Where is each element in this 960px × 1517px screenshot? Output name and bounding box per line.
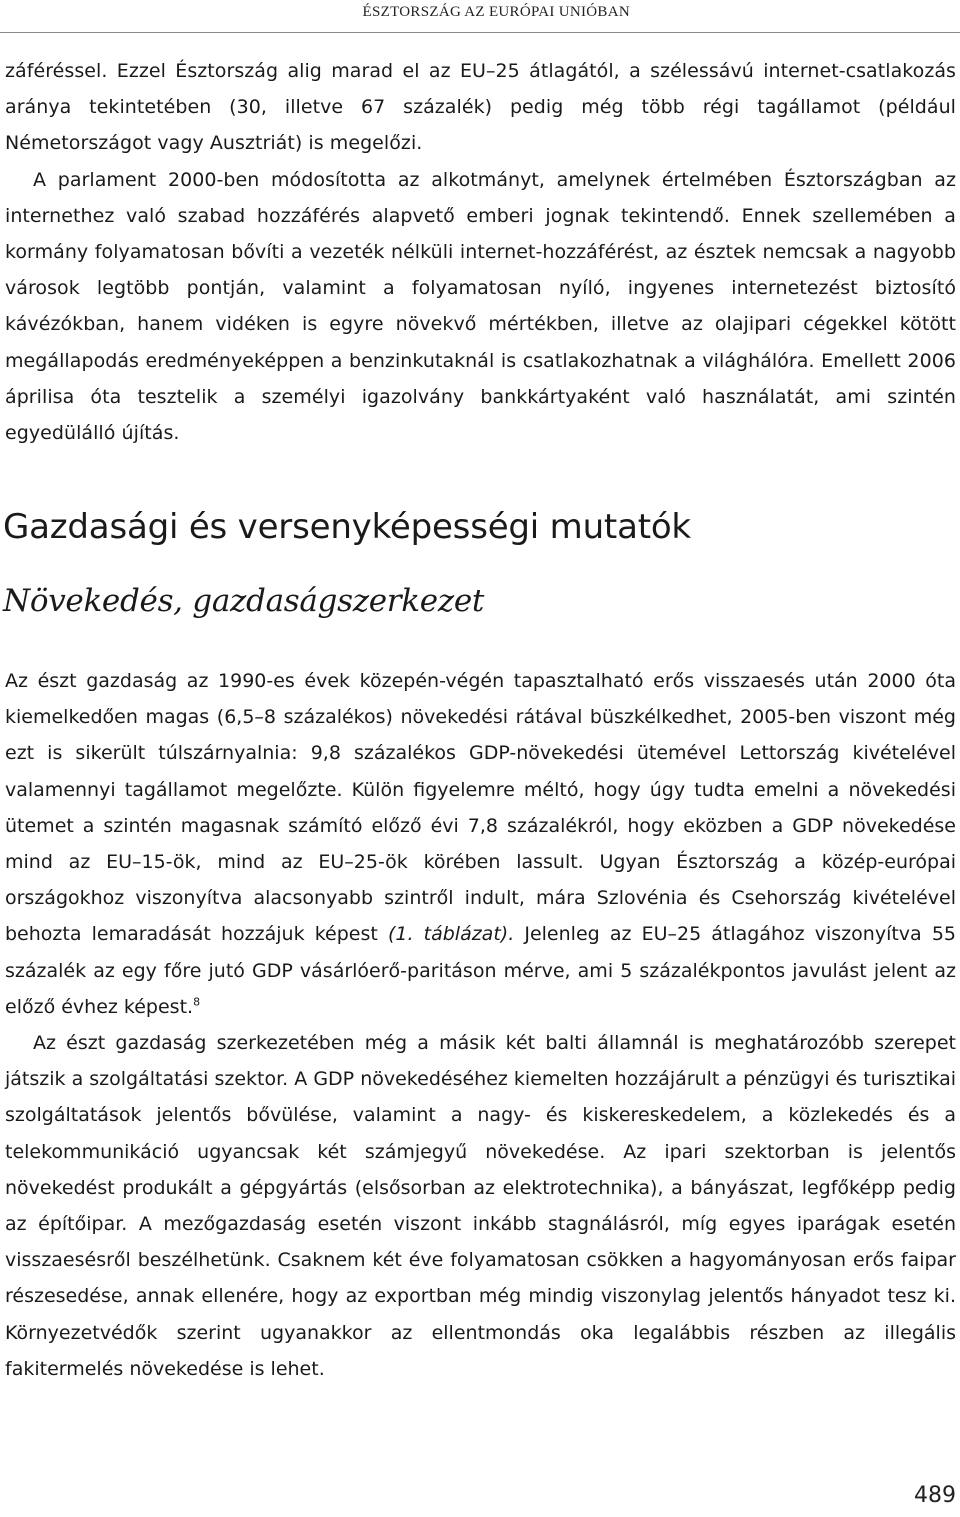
table-reference-link[interactable]: (1. táblázat). (387, 923, 515, 946)
subsection-title: Növekedés, gazdaságszerkezet (3, 583, 485, 619)
running-header: ÉSZTORSZÁG AZ EURÓPAI UNIÓBAN (362, 4, 630, 20)
growth-text-end: Jelenleg az EU–25 átlagához viszonyítva 55 százalék az egy főre jutó GDP vásárlóerő-paritáson mérve, ami 5 százalékpontos javulást jelent az előző évhez képest. (5, 923, 956, 1018)
growth-text-start: Az észt gazdaság az 1990-es évek közepén-végén tapasztalható erős visszaesés után 2000 óta kiemelkedően magas (6,5–8 százalékos) növekedési rátával büszkélkedhet, 2005-ben viszont még ezt is sikerült túlszárnyalnia: 9,8 százalékos GDP-növekedési ütemével Lettország kivételével valamennyi tagállamot megelőzte. Külön figyelemre méltó, hogy úgy tudta emelni a növekedési ütemet a szintén magasnak számító előző évi 7,8 százalékról, hogy eközben a GDP növekedése mind az EU–15-ök, mind az EU–25-ök körében lassult. Ugyan Észtország a közép-európai országokhoz viszonyítva alacsonyabb szintről indult, mára Szlovénia és Csehország kivételével behozta lemaradását hozzájuk képest (5, 670, 956, 946)
footnote-marker[interactable]: 8 (193, 995, 201, 1009)
growth-text-block (5, 663, 956, 1387)
paragraph-growth (5, 663, 956, 1025)
paragraph-structure: Az észt gazdaság szerkezetében még a másik két balti államnál is meghatározóbb szerepet játszik a szolgáltatási szektor. A GDP növekedéséhez kiemelten hozzájárult a pénzügyi és turisztikai szolgáltatások jelentős bővülése, valamint a nagy- és kiskereskedelem, a közlekedés és a telekommunikáció ugyancsak két számjegyű növekedése. Az ipari szektorban is jelentős növekedést produkált a gépgyártás (elsősorban az elektrotechnika), a bányászat, legfőképp pedig az építőipar. A mezőgazdaság esetén viszont inkább stagnálásról, míg egyes iparágak esetén visszaesésről beszélhetünk. Csaknem két éve folyamatosan csökken a hagyományosan erős faipar részesedése, annak ellenére, hogy az exportban még mindig viszonylag jelentős hányadot tesz ki. Környezetvédők szerint ugyanakkor az ellentmondás oka legalábbis részben az illegális fakitermelés növekedése is lehet. (5, 1032, 956, 1380)
section-title: Gazdasági és versenyképességi mutatók (3, 507, 691, 547)
page-number: 489 (914, 1483, 956, 1508)
paragraph-internet-right: A parlament 2000-ben módosította az alkotmányt, amelynek értelmében Észtországban az internethez való szabad hozzáférés alapvető emberi jognak tekintendő. Ennek szellemében a kormány folyamatosan bővíti a vezeték nélküli internet-hozzáférést, az észtek nemcsak a nagyobb városok legtöbb pontján, valamint a folyamatosan nyíló, ingyenes internetezést biztosító kávézókban, hanem vidéken is egyre növekvő mértékben, illetve az olajipari cégekkel kötött megállapodás eredményeképpen a benzinkutaknál is csatlakozhatnak a világhálóra. Emellett 2006 áprilisa óta tesztelik a személyi igazolvány bankkártyaként való használatát, ami szintén egyedülálló újítás. (5, 168, 956, 445)
header-rule (0, 32, 960, 33)
paragraph-broadband: záféréssel. Ezzel Észtország alig marad el az EU–25 átlagától, a szélessávú internet-csatlakozás aránya tekintetében (30, illetve 67 százalék) pedig még több régi tagállamot (például Németországot vagy Ausztriát) is megelőzi. (5, 60, 956, 155)
intro-text-block (5, 53, 956, 451)
